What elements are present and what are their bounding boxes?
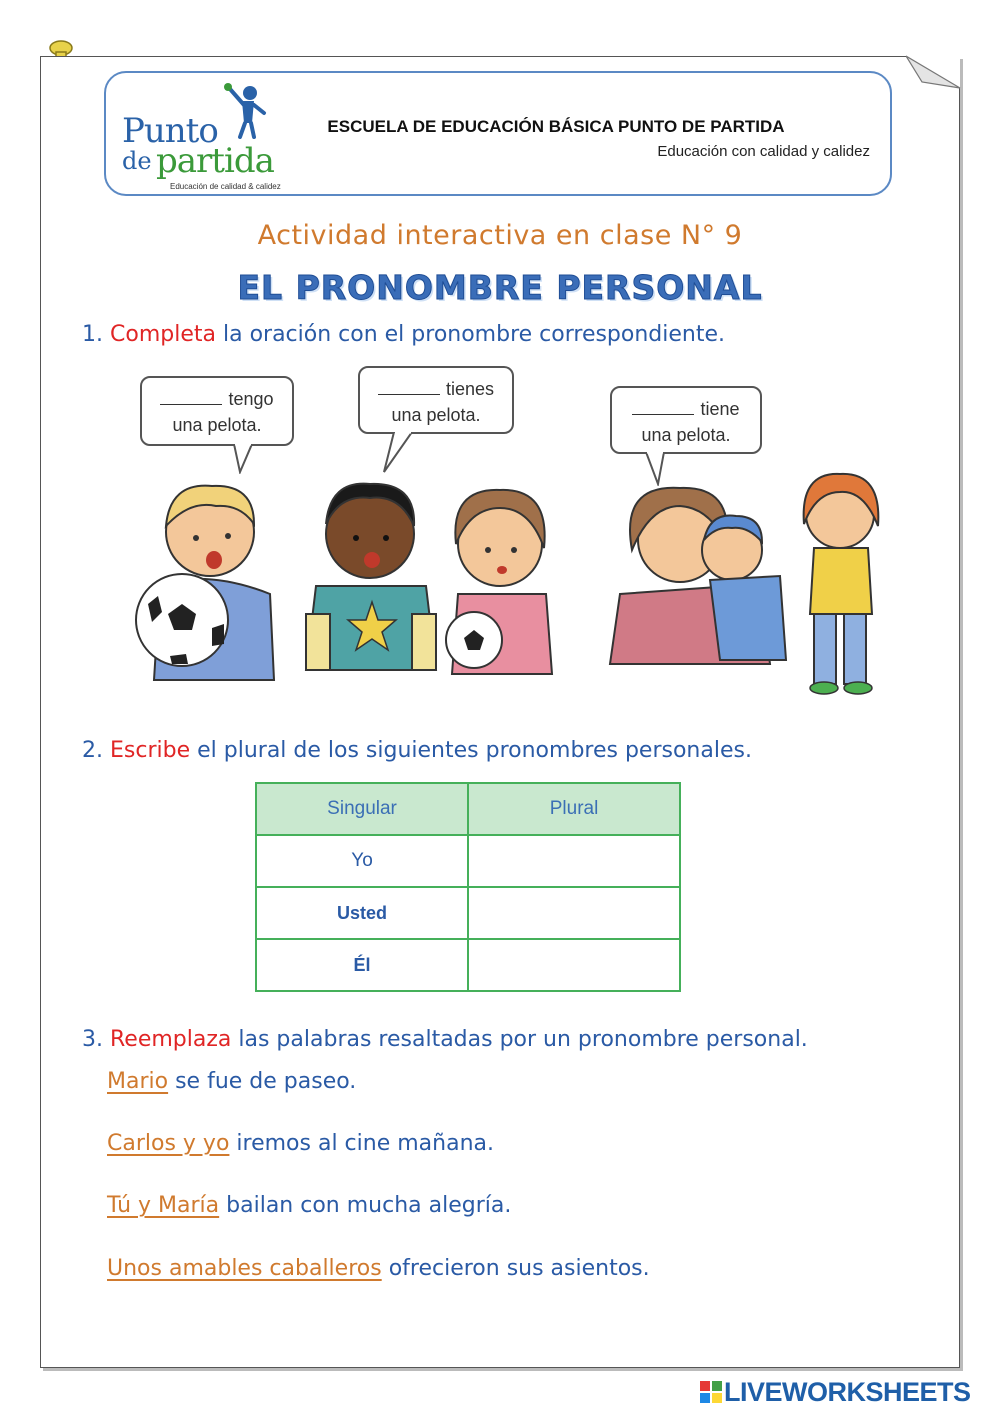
answer-blank[interactable] [632, 401, 694, 415]
sentence-1 [107, 1069, 356, 1094]
singular-cell: Usted [256, 887, 468, 939]
bubble-verb: tiene [700, 399, 740, 419]
bubble-line2: una pelota. [172, 415, 262, 435]
sentence-rest: ofrecieron sus asientos. [381, 1256, 650, 1281]
hugging-children-figure [610, 488, 786, 664]
speech-bubble-1 [140, 376, 294, 446]
activity-title: Actividad interactiva en clase N° 9 [257, 220, 743, 251]
question-number: 2. [82, 738, 103, 763]
question-1 [82, 322, 725, 347]
question-verb: Reemplaza [110, 1027, 232, 1052]
girl-orange-hair-figure [804, 474, 879, 694]
question-text: la oración con el pronombre correspondiente. [215, 322, 726, 347]
column-header-plural: Plural [468, 783, 680, 835]
singular-cell: Él [256, 939, 468, 991]
boy-with-ball-figure [136, 486, 274, 680]
logo-text-de: de [122, 147, 152, 175]
question-verb: Completa [110, 322, 216, 347]
question-number: 3. [82, 1027, 103, 1052]
school-motto: Educación con calidad y calidez [657, 143, 870, 160]
table-header-row [256, 783, 680, 835]
question-number: 1. [82, 322, 103, 347]
bubble-verb: tienes [445, 379, 495, 399]
answer-blank[interactable] [160, 391, 222, 405]
question-verb: Escribe [110, 738, 191, 763]
logo-text-punto: Punto [122, 111, 218, 151]
table-row [256, 887, 680, 939]
liveworksheets-footer [700, 1377, 995, 1409]
highlighted-words[interactable]: Tú y María [107, 1193, 220, 1218]
table-row [256, 835, 680, 887]
logo-child-figure-icon [220, 83, 268, 139]
school-header [104, 71, 892, 196]
main-title: EL PRONOMBRE PERSONAL [237, 268, 763, 307]
liveworksheets-brand[interactable]: LIVEWORKSHEETS [724, 1377, 971, 1407]
sentence-3 [107, 1193, 511, 1218]
sentence-rest: se fue de paseo. [168, 1069, 357, 1094]
school-logo [120, 83, 300, 191]
column-header-singular: Singular [256, 783, 468, 835]
bubble-verb: tengo [228, 389, 274, 409]
plural-answer-cell[interactable] [468, 835, 680, 887]
highlighted-words[interactable]: Carlos y yo [107, 1131, 230, 1156]
table-row [256, 939, 680, 991]
pronoun-table [255, 782, 681, 992]
bubble-line2: una pelota. [391, 405, 481, 425]
sentence-4 [107, 1256, 650, 1281]
plural-answer-cell[interactable] [468, 887, 680, 939]
sentence-rest: bailan con mucha alegría. [219, 1193, 512, 1218]
highlighted-words[interactable]: Mario [107, 1069, 169, 1094]
question-text: las palabras resaltadas por un pronombre personal. [231, 1027, 808, 1052]
children-illustration [120, 464, 890, 700]
plural-answer-cell[interactable] [468, 939, 680, 991]
highlighted-words[interactable]: Unos amables caballeros [107, 1256, 382, 1281]
speech-bubble-3 [610, 386, 762, 454]
speech-bubble-2 [358, 366, 514, 434]
school-name: ESCUELA DE EDUCACIÓN BÁSICA PUNTO DE PARTIDA [327, 117, 785, 136]
logo-tagline: Educación de calidad & calidez [170, 182, 281, 191]
sentence-2 [107, 1131, 494, 1156]
sentence-rest: iremos al cine mañana. [229, 1131, 494, 1156]
question-3 [82, 1027, 808, 1052]
page-fold-icon [906, 54, 962, 90]
question-2 [82, 738, 752, 763]
boy-with-star-shirt-figure [306, 484, 436, 670]
bubble-line2: una pelota. [641, 425, 731, 445]
liveworksheets-logo-icon [700, 1381, 722, 1403]
logo-text-partida: partida [156, 141, 274, 181]
singular-cell: Yo [256, 835, 468, 887]
answer-blank[interactable] [378, 381, 440, 395]
worksheet-page [40, 56, 960, 1368]
girl-with-ball-figure [446, 490, 552, 674]
question-text: el plural de los siguientes pronombres personales. [190, 738, 752, 763]
